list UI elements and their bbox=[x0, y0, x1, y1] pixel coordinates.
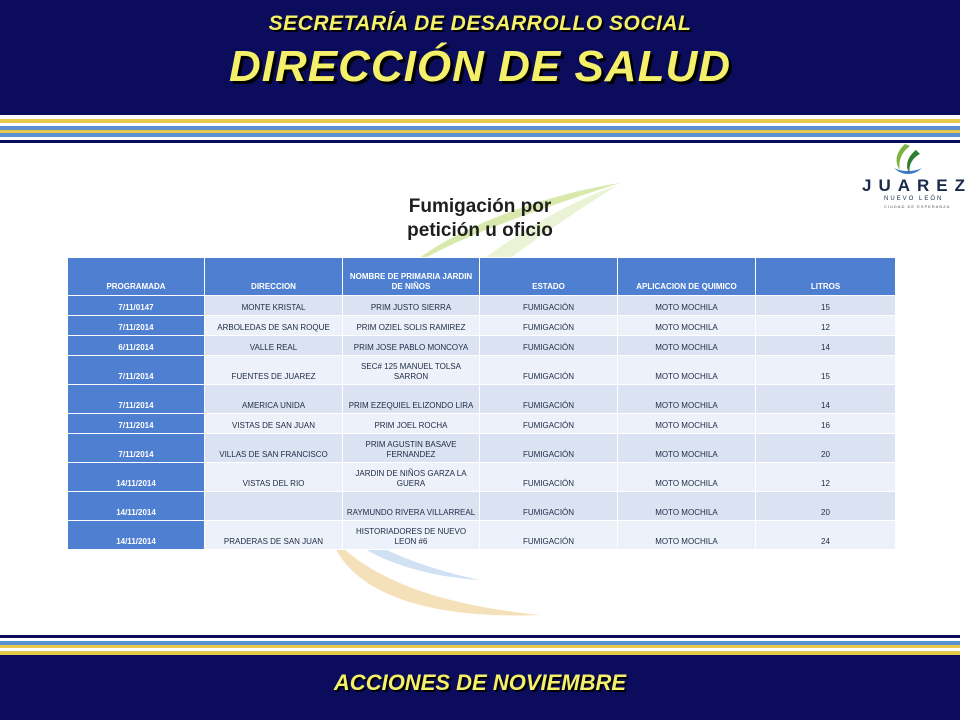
logo-tagline: CIUDAD DE ESPERANZA bbox=[884, 204, 951, 209]
cell-litros: 20 bbox=[756, 492, 896, 521]
cell-programada: 7/11/2014 bbox=[68, 434, 205, 463]
cell-escuela: PRIM AGUSTIN BASAVE FERNANDEZ bbox=[343, 434, 480, 463]
cell-direccion: MONTE KRISTAL bbox=[205, 296, 343, 316]
cell-direccion: AMERICA UNIDA bbox=[205, 385, 343, 414]
cell-direccion: PRADERAS DE SAN JUAN bbox=[205, 521, 343, 550]
cell-programada: 14/11/2014 bbox=[68, 521, 205, 550]
cell-escuela: PRIM EZEQUIEL ELIZONDO LIRA bbox=[343, 385, 480, 414]
cell-quimico: MOTO MOCHILA bbox=[618, 492, 756, 521]
cell-programada: 6/11/2014 bbox=[68, 336, 205, 356]
header-aplicacion-quimico: APLICACION DE QUIMICO bbox=[618, 258, 756, 296]
cell-direccion: ARBOLEDAS DE SAN ROQUE bbox=[205, 316, 343, 336]
cell-litros: 24 bbox=[756, 521, 896, 550]
header-direccion: DIRECCION bbox=[205, 258, 343, 296]
cell-escuela: PRIM JOSE PABLO MONCOYA bbox=[343, 336, 480, 356]
table-row bbox=[68, 296, 896, 316]
table-row bbox=[68, 316, 896, 336]
cell-quimico: MOTO MOCHILA bbox=[618, 296, 756, 316]
cell-estado: FUMIGACIÓN bbox=[480, 463, 618, 492]
cell-estado: FUMIGACIÓN bbox=[480, 356, 618, 385]
table-row bbox=[68, 336, 896, 356]
cell-litros: 20 bbox=[756, 434, 896, 463]
cell-estado: FUMIGACIÓN bbox=[480, 316, 618, 336]
table-row bbox=[68, 356, 896, 385]
cell-quimico: MOTO MOCHILA bbox=[618, 356, 756, 385]
cell-escuela: RAYMUNDO RIVERA VILLARREAL bbox=[343, 492, 480, 521]
bottom-stripes bbox=[0, 635, 960, 655]
logo-name: JUAREZ bbox=[862, 176, 972, 195]
cell-direccion: VISTAS DE SAN JUAN bbox=[205, 414, 343, 434]
cell-estado: FUMIGACIÓN bbox=[480, 385, 618, 414]
table-header-row bbox=[68, 258, 896, 296]
cell-quimico: MOTO MOCHILA bbox=[618, 463, 756, 492]
cell-quimico: MOTO MOCHILA bbox=[618, 414, 756, 434]
cell-programada: 14/11/2014 bbox=[68, 463, 205, 492]
cell-escuela: PRIM JUSTO SIERRA bbox=[343, 296, 480, 316]
cell-direccion bbox=[205, 492, 343, 521]
cell-litros: 14 bbox=[756, 385, 896, 414]
cell-litros: 12 bbox=[756, 463, 896, 492]
table-row bbox=[68, 492, 896, 521]
cell-estado: FUMIGACIÓN bbox=[480, 336, 618, 356]
header-subtitle: SECRETARÍA DE DESARROLLO SOCIAL bbox=[268, 12, 692, 35]
cell-quimico: MOTO MOCHILA bbox=[618, 316, 756, 336]
cell-programada: 7/11/2014 bbox=[68, 414, 205, 434]
cell-quimico: MOTO MOCHILA bbox=[618, 434, 756, 463]
cell-escuela: HISTORIADORES DE NUEVO LEON #6 bbox=[343, 521, 480, 550]
footer-title: ACCIONES DE NOVIEMBRE bbox=[333, 670, 627, 695]
table-row bbox=[68, 521, 896, 550]
cell-escuela: JARDIN DE NIÑOS GARZA LA GUERA bbox=[343, 463, 480, 492]
caption-line-1: Fumigación por bbox=[408, 196, 552, 217]
top-stripes bbox=[0, 115, 960, 143]
table-row bbox=[68, 463, 896, 492]
cell-programada: 14/11/2014 bbox=[68, 492, 205, 521]
cell-direccion: VISTAS DEL RIO bbox=[205, 463, 343, 492]
cell-estado: FUMIGACIÓN bbox=[480, 492, 618, 521]
cell-direccion: VALLE REAL bbox=[205, 336, 343, 356]
cell-quimico: MOTO MOCHILA bbox=[618, 521, 756, 550]
cell-escuela: PRIM JOEL ROCHA bbox=[343, 414, 480, 434]
caption-line-2: petición u oficio bbox=[407, 220, 553, 241]
table-row bbox=[68, 385, 896, 414]
cell-litros: 14 bbox=[756, 336, 896, 356]
cell-estado: FUMIGACIÓN bbox=[480, 296, 618, 316]
cell-litros: 15 bbox=[756, 296, 896, 316]
header-title: DIRECCIÓN DE SALUD bbox=[228, 42, 732, 91]
cell-programada: 7/11/2014 bbox=[68, 385, 205, 414]
section-caption bbox=[340, 195, 620, 243]
cell-estado: FUMIGACIÓN bbox=[480, 434, 618, 463]
cell-litros: 12 bbox=[756, 316, 896, 336]
cell-direccion: VILLAS DE SAN FRANCISCO bbox=[205, 434, 343, 463]
cell-escuela: PRIM OZIEL SOLIS RAMIREZ bbox=[343, 316, 480, 336]
cell-quimico: MOTO MOCHILA bbox=[618, 336, 756, 356]
table-row bbox=[68, 434, 896, 463]
cell-quimico: MOTO MOCHILA bbox=[618, 385, 756, 414]
header-estado: ESTADO bbox=[480, 258, 618, 296]
header-nombre-escuela: NOMBRE DE PRIMARIA JARDIN DE NIÑOS bbox=[343, 258, 480, 296]
logo-state: NUEVO LEÓN bbox=[884, 196, 944, 202]
fumigation-table bbox=[67, 257, 896, 550]
header-programada: PROGRAMADA bbox=[68, 258, 205, 296]
cell-litros: 16 bbox=[756, 414, 896, 434]
cell-escuela: SEC# 125 MANUEL TOLSA SARRON bbox=[343, 356, 480, 385]
cell-litros: 15 bbox=[756, 356, 896, 385]
cell-direccion: FUENTES DE JUAREZ bbox=[205, 356, 343, 385]
header-litros: LITROS bbox=[756, 258, 896, 296]
cell-programada: 7/11/2014 bbox=[68, 316, 205, 336]
cell-programada: 7/11/2014 bbox=[68, 356, 205, 385]
table-row bbox=[68, 414, 896, 434]
cell-programada: 7/11/0147 bbox=[68, 296, 205, 316]
cell-estado: FUMIGACIÓN bbox=[480, 521, 618, 550]
cell-estado: FUMIGACIÓN bbox=[480, 414, 618, 434]
